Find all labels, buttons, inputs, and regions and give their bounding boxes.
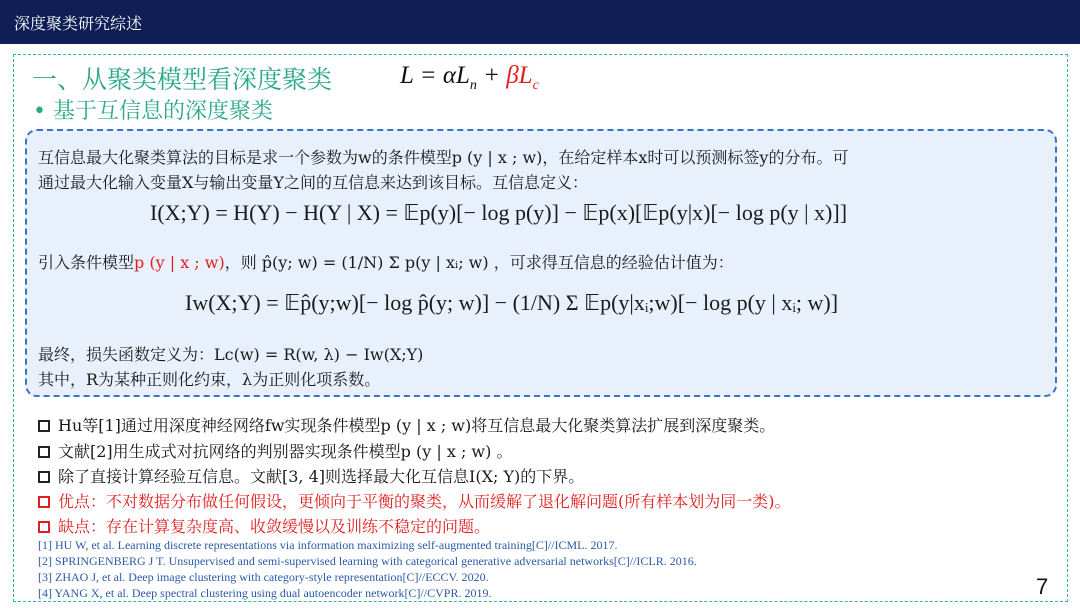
box-line-4: 最终，损失函数定义为：Lc(w) = R(w, λ) − Iw(X;Y) [38, 345, 424, 364]
equation-empirical: Iw(X;Y) = 𝔼p̂(y;w)[− log p̂(y; w)] − (1/N) Σ 𝔼p(y|xᵢ;w)[− log p(y | xᵢ; w)] [185, 290, 839, 315]
box-line-2: 通过最大化输入变量X与输出变量Y之间的互信息来达到该目标。互信息定义： [38, 173, 588, 192]
line3-model: p (y | x ; w) [134, 253, 225, 272]
checkbox-square-icon [38, 446, 50, 458]
section-title: 一、从聚类模型看深度聚类 [32, 65, 333, 94]
line3-prefix: 引入条件模型 [38, 253, 135, 272]
subtitle: • 基于互信息的深度聚类 [33, 99, 273, 124]
formula-red-sub: c [532, 78, 539, 93]
formula-lhs: L = αL [400, 62, 470, 89]
box-line-5: 其中，R为某种正则化约束，λ为正则化项系数。 [38, 370, 381, 389]
pros-text: ：不对数据分布做任何假设，更倾向于平衡的聚类，从而缓解了退化解问题(所有样本划为同一类)。 [90, 492, 791, 511]
bullet-item [38, 464, 584, 487]
bullet-text: 除了直接计算经验互信息。文献[3, 4]则选择最大化互信息I(X; Y)的下界。 [58, 467, 585, 486]
formula-lhs-sub: n [469, 78, 477, 93]
box-line-1: 互信息最大化聚类算法的目标是求一个参数为w的条件模型p (y | x ; w)，在给定样本x时可以预测标签y的分布。可 [38, 148, 849, 167]
checkbox-square-icon [38, 521, 50, 533]
formula-red: βL [506, 62, 533, 89]
cons-item [38, 514, 490, 537]
cons-text: ：存在计算复杂度高、收敛缓慢以及训练不稳定的问题。 [90, 517, 491, 536]
bullet-item [38, 439, 512, 462]
equation-mutual-info: I(X;Y) = H(Y) − H(Y | X) = 𝔼p(y)[− log p(y)] − 𝔼p(x)[𝔼p(y|x)[− log p(y | x)]] [150, 200, 848, 225]
cons-label: 缺点 [58, 517, 91, 536]
bullet-text: 文献[2]用生成式对抗网络的判别器实现条件模型p (y | x ; w) 。 [58, 442, 513, 461]
bullet-item [38, 413, 775, 436]
header-title: 深度聚类研究综述 [14, 14, 143, 33]
page-number: 7 [1036, 574, 1049, 599]
checkbox-square-icon [38, 471, 50, 483]
loss-formula [400, 62, 539, 94]
checkbox-square-icon [38, 496, 50, 508]
bullet-text: Hu等[1]通过用深度神经网络fw实现条件模型p (y | x ; w)将互信息最大化聚类算法扩展到深度聚类。 [58, 416, 776, 435]
line3-suffix: ，则 p̂(y; w) = (1/N) Σ p(y | xᵢ; w) ，可求得互信息的经验估计值为： [224, 253, 734, 272]
pros-item [38, 489, 791, 512]
box-line-3 [38, 250, 734, 273]
reference-3: [3] ZHAO J, et al. Deep image clustering with category-style representation[C]//ECCV. 2020. [38, 570, 489, 584]
pros-label: 优点 [58, 492, 91, 511]
checkbox-square-icon [38, 420, 50, 432]
reference-4: [4] YANG X, et al. Deep spectral clustering using dual autoencoder network[C]//CVPR. 2019. [38, 586, 492, 600]
reference-1: [1] HU W, et al. Learning discrete representations via information maximizing self-augmented training[C]//ICML. 2017. [38, 538, 618, 552]
reference-2: [2] SPRINGENBERG J T. Unsupervised and semi-supervised learning with categorical generative adversarial networks[C]//ICLR. 2016. [38, 554, 697, 568]
header-bar [0, 0, 1080, 44]
formula-plus: + [476, 62, 507, 89]
